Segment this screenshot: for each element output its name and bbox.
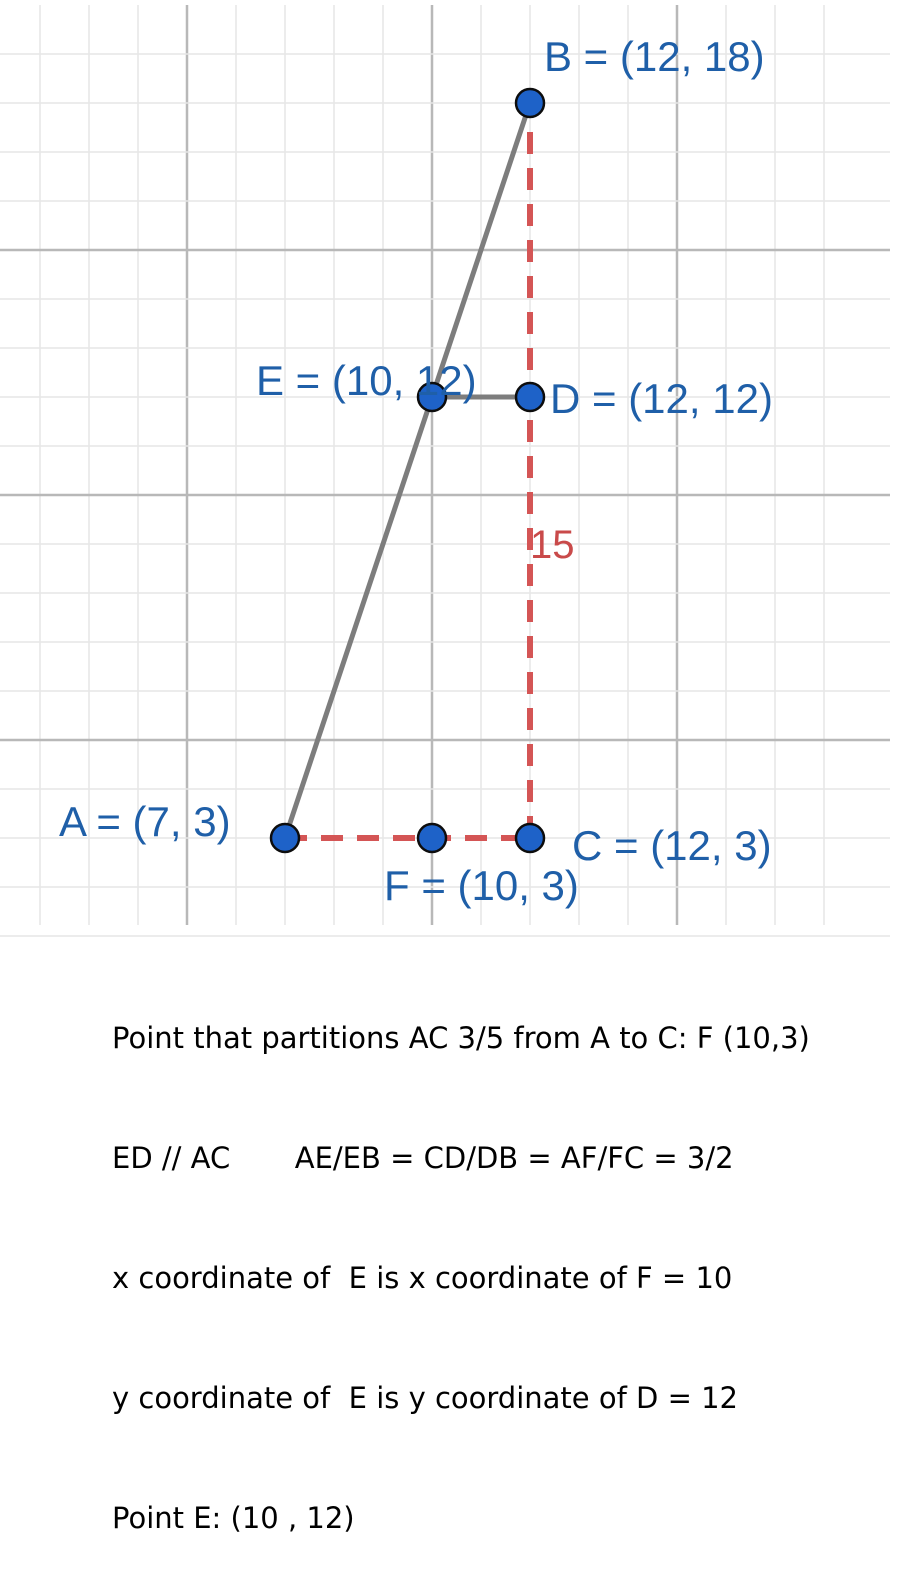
point-label-c: C = (12, 3) — [572, 822, 772, 869]
length-label-cb: 15 — [530, 523, 575, 567]
point-labels — [59, 33, 773, 909]
point-d — [516, 383, 544, 411]
point-c — [516, 824, 544, 852]
segments — [285, 103, 530, 838]
point-f — [418, 824, 446, 852]
point-label-e: E = (10, 12) — [256, 357, 477, 404]
explanation-text — [112, 938, 902, 1578]
note-line-y-coordinate: y coordinate of E is y coordinate of D = 12 — [112, 1381, 738, 1415]
point-b — [516, 89, 544, 117]
point-a — [271, 824, 299, 852]
note-line-parallel-ratios: ED // AC AE/EB = CD/DB = AF/FC = 3/2 — [112, 1141, 734, 1175]
segment-ab — [285, 103, 530, 838]
note-line-partition: Point that partitions AC 3/5 from A to C: F (10,3) — [112, 1021, 810, 1055]
note-line-point-e: Point E: (10 , 12) — [112, 1501, 355, 1535]
note-line-x-coordinate: x coordinate of E is x coordinate of F = 10 — [112, 1261, 733, 1295]
point-label-d: D = (12, 12) — [550, 375, 773, 422]
point-label-b: B = (12, 18) — [544, 33, 765, 80]
point-label-a: A = (7, 3) — [59, 798, 231, 845]
point-label-f: F = (10, 3) — [384, 862, 579, 909]
grid — [0, 5, 890, 936]
